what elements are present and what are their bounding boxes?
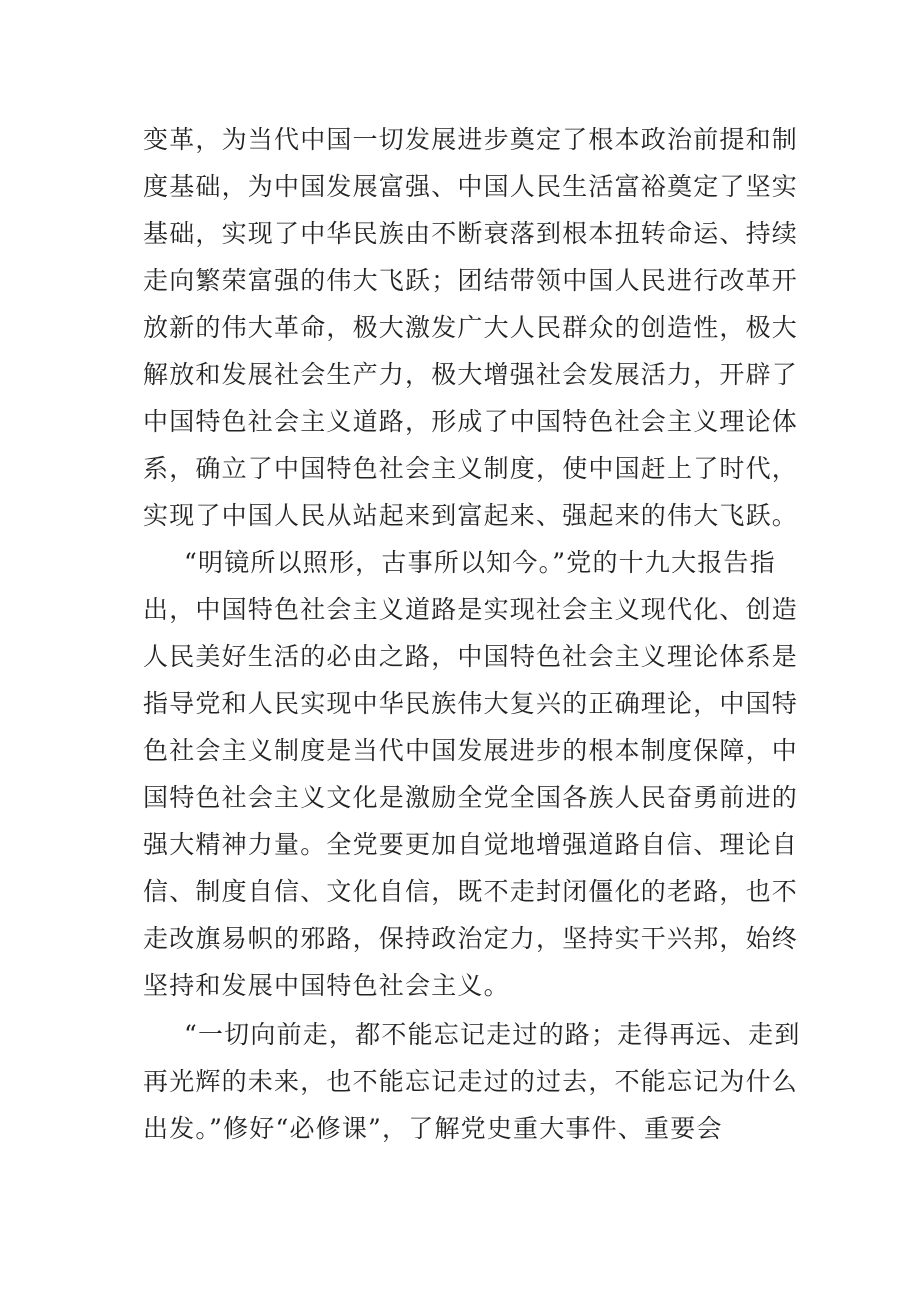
text-line: 走向繁荣富强的伟大飞跃；团结带领中国人民进行改革开 [143,266,799,295]
text-line: 系，确立了中国特色社会主义制度，使中国赶上了时代， [143,454,799,483]
text-line: “一切向前走，都不能忘记走过的路；走得再远、走到 [184,1020,801,1049]
text-line: 国特色社会主义文化是激励全党全国各族人民奋勇前进的 [143,783,799,812]
text-line: 变革，为当代中国一切发展进步奠定了根本政治前提和制 [143,125,799,154]
text-line: 度基础，为中国发展富强、中国人民生活富裕奠定了坚实 [143,172,799,201]
paragraph-3 [143,1011,801,1152]
text-line: 指导党和人民实现中华民族伟大复兴的正确理论，中国特 [143,689,799,718]
text-line: “明镜所以照形，古事所以知今。”党的十九大报告指 [184,548,776,577]
text-line: 基础，实现了中华民族由不断衰落到根本扭转命运、持续 [143,219,799,248]
text-line: 信、制度自信、文化自信，既不走封闭僵化的老路，也不 [143,877,799,906]
paragraph-1 [143,116,799,539]
text-line: 出，中国特色社会主义道路是实现社会主义现代化、创造 [143,595,799,624]
text-line: 色社会主义制度是当代中国发展进步的根本制度保障，中 [143,736,799,765]
text-line: 放新的伟大革命，极大激发广大人民群众的创造性，极大 [143,313,799,342]
document-body [143,116,801,1152]
text-line: 走改旗易帜的邪路，保持政治定力，坚持实干兴邦，始终 [143,924,799,953]
text-line: 实现了中国人民从站起来到富起来、强起来的伟大飞跃。 [143,501,799,530]
text-line: 坚持和发展中国特色社会主义。 [143,971,510,1000]
text-line: 出发。”修好“必修课”，了解党史重大事件、重要会 [143,1114,723,1143]
text-line: 解放和发展社会生产力，极大增强社会发展活力，开辟了 [143,360,799,389]
paragraph-2 [143,539,799,1009]
text-line: 再光辉的未来，也不能忘记走过的过去，不能忘记为什么 [143,1067,799,1096]
text-line: 人民美好生活的必由之路，中国特色社会主义理论体系是 [143,642,799,671]
text-line: 强大精神力量。全党要更加自觉地增强道路自信、理论自 [143,830,799,859]
text-line: 中国特色社会主义道路，形成了中国特色社会主义理论体 [143,407,799,436]
